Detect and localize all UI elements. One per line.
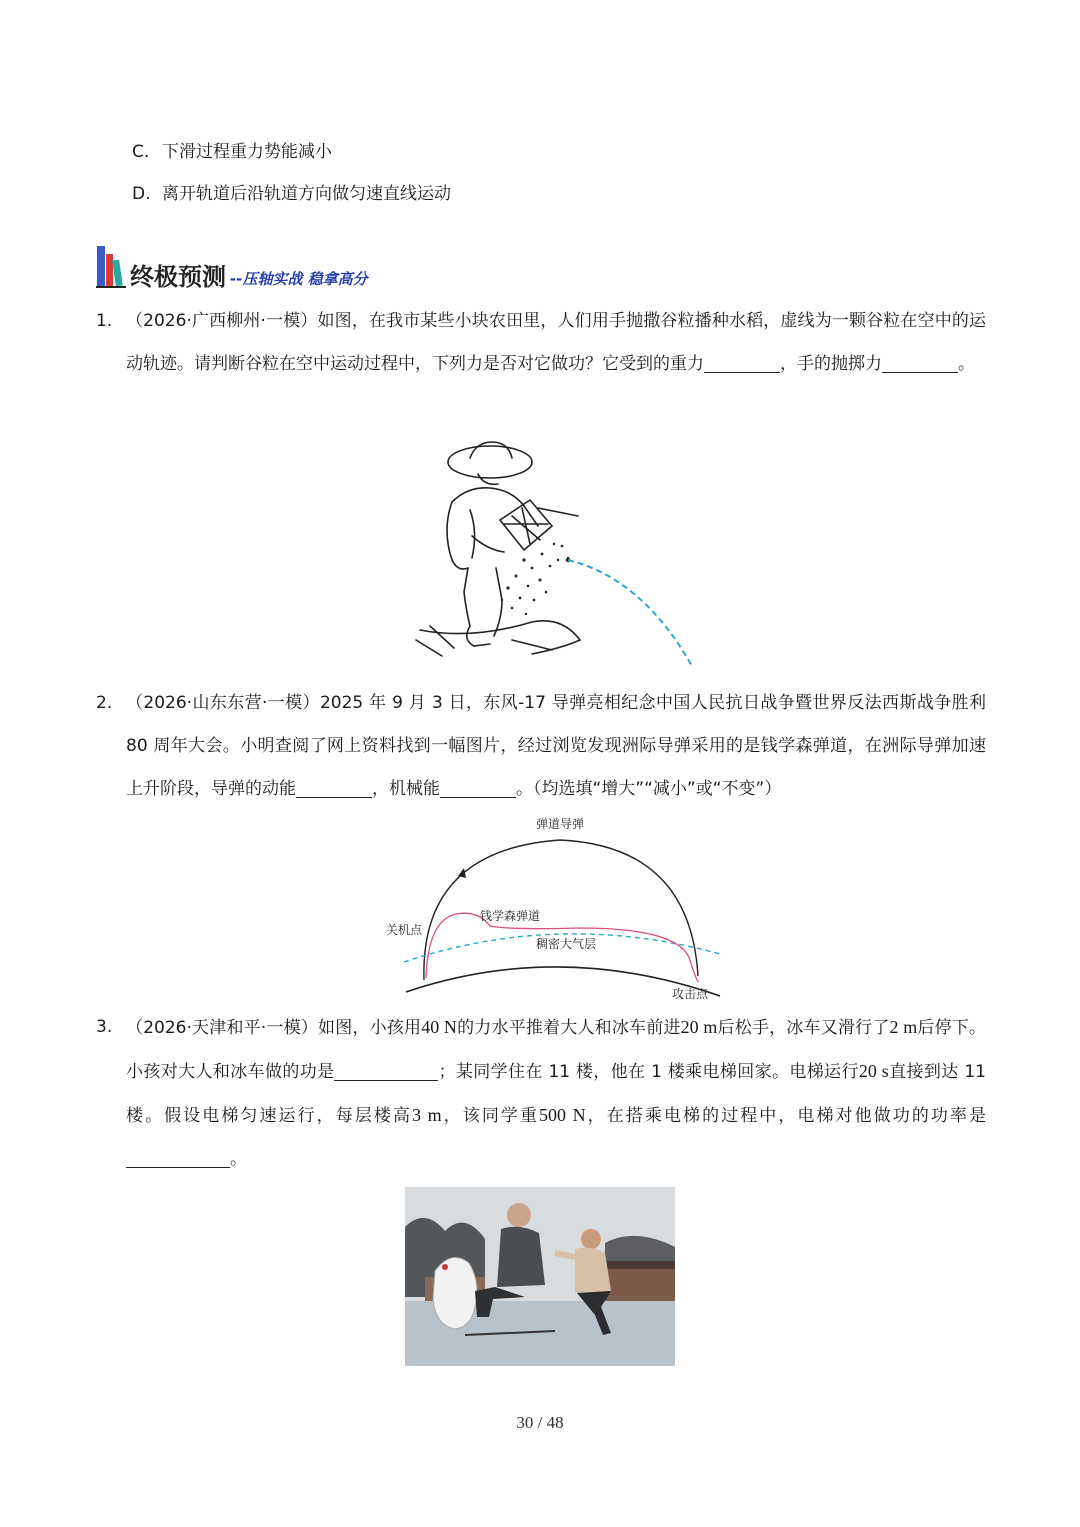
option-letter: D. xyxy=(132,184,151,204)
answer-blank[interactable] xyxy=(882,352,958,373)
label-ballistic-missile: 弹道导弹 xyxy=(536,817,585,831)
farmer-sowing-figure xyxy=(412,440,702,676)
question-text: 后松手，冰车又滑行了 xyxy=(717,1018,890,1038)
question-3 xyxy=(96,1006,986,1181)
answer-blank[interactable] xyxy=(334,1060,438,1081)
question-text: 。 xyxy=(230,1149,247,1169)
question-text: 直接到达 11 楼。假设电梯匀速运行，每层楼高 xyxy=(126,1062,987,1126)
option-c xyxy=(132,141,332,163)
label-qian-trajectory: 钱学森弹道 xyxy=(480,909,541,923)
value-slide-distance: 2 m xyxy=(889,1017,918,1037)
question-2 xyxy=(96,682,986,811)
question-text: ，机械能 xyxy=(372,779,440,799)
question-text: ，在搭乘电梯的过程中，电梯对他做功的功率是 xyxy=(585,1106,987,1126)
answer-blank[interactable] xyxy=(704,352,780,373)
question-text: 的力水平推着大人和冰车前进 xyxy=(456,1018,681,1038)
answer-blank[interactable] xyxy=(296,777,372,798)
ice-sled-photo xyxy=(405,1187,675,1370)
question-text: （2026·广西柳州·一模）如图，在我市某些小块农田里，人们用手抛撒谷粒播种水稻，虚线为一颗谷粒在空中的运动轨迹。请判断谷粒在空中运动过程中，下列力是否对它做功？它受到的重力 xyxy=(126,311,986,374)
option-letter: C. xyxy=(132,142,150,162)
question-text: 。（均选填“增大”“减小”或“不变”） xyxy=(516,779,782,799)
page-number: 30 / 48 xyxy=(516,1413,564,1432)
value-time: 20 s xyxy=(858,1061,889,1081)
book-spines-icon xyxy=(96,246,130,292)
section-title: 终极预测 xyxy=(130,263,226,291)
question-text: （2026·天津和平·一模）如图，小孩用 xyxy=(126,1018,422,1038)
value-floor-height: 3 m xyxy=(412,1105,442,1125)
label-dense-atmosphere: 稠密大气层 xyxy=(536,937,597,951)
answer-blank[interactable] xyxy=(126,1147,230,1168)
question-number: 3. xyxy=(96,1017,113,1037)
question-number: 1. xyxy=(96,311,113,331)
question-1 xyxy=(96,300,986,386)
option-text: 下滑过程重力势能减小 xyxy=(162,142,332,162)
question-text: 。 xyxy=(958,354,975,374)
label-shutdown-point: 关机点 xyxy=(386,923,423,937)
section-header xyxy=(96,244,368,292)
option-d xyxy=(132,183,451,205)
value-force: 40 N xyxy=(421,1017,457,1037)
option-text: 离开轨道后沿轨道方向做匀速直线运动 xyxy=(162,184,451,204)
question-text: ，该同学重 xyxy=(441,1106,540,1126)
question-text: ；某同学住在 11 楼，他在 1 楼乘电梯回家。电梯运行 xyxy=(438,1062,859,1082)
farmer-sowing-drawing xyxy=(412,440,702,672)
value-distance: 20 m xyxy=(680,1017,718,1037)
trajectory-diagram xyxy=(380,810,730,1010)
question-text: 后停下。小孩对大人和冰车做的功是 xyxy=(126,1018,987,1082)
section-subtitle: --压轴实战 稳拿高分 xyxy=(230,270,368,288)
label-target-point: 攻击点 xyxy=(672,987,709,1001)
answer-blank[interactable] xyxy=(440,777,516,798)
question-number: 2. xyxy=(96,693,113,713)
question-text: （2026·山东东营·一模）2025 年 9 月 3 日，东风-17 导弹亮相纪念中国人民抗日战争暨世界反法西斯战争胜利 80 周年大会。小明查阅了网上资料找到一幅图片，经过浏览发现洲际导弹采用的是钱学森弹道，在洲际导弹加速上升阶段，导弹的动能 xyxy=(126,693,986,799)
value-weight: 500 N xyxy=(539,1105,586,1125)
question-text: ，手的抛掷力 xyxy=(780,354,882,374)
